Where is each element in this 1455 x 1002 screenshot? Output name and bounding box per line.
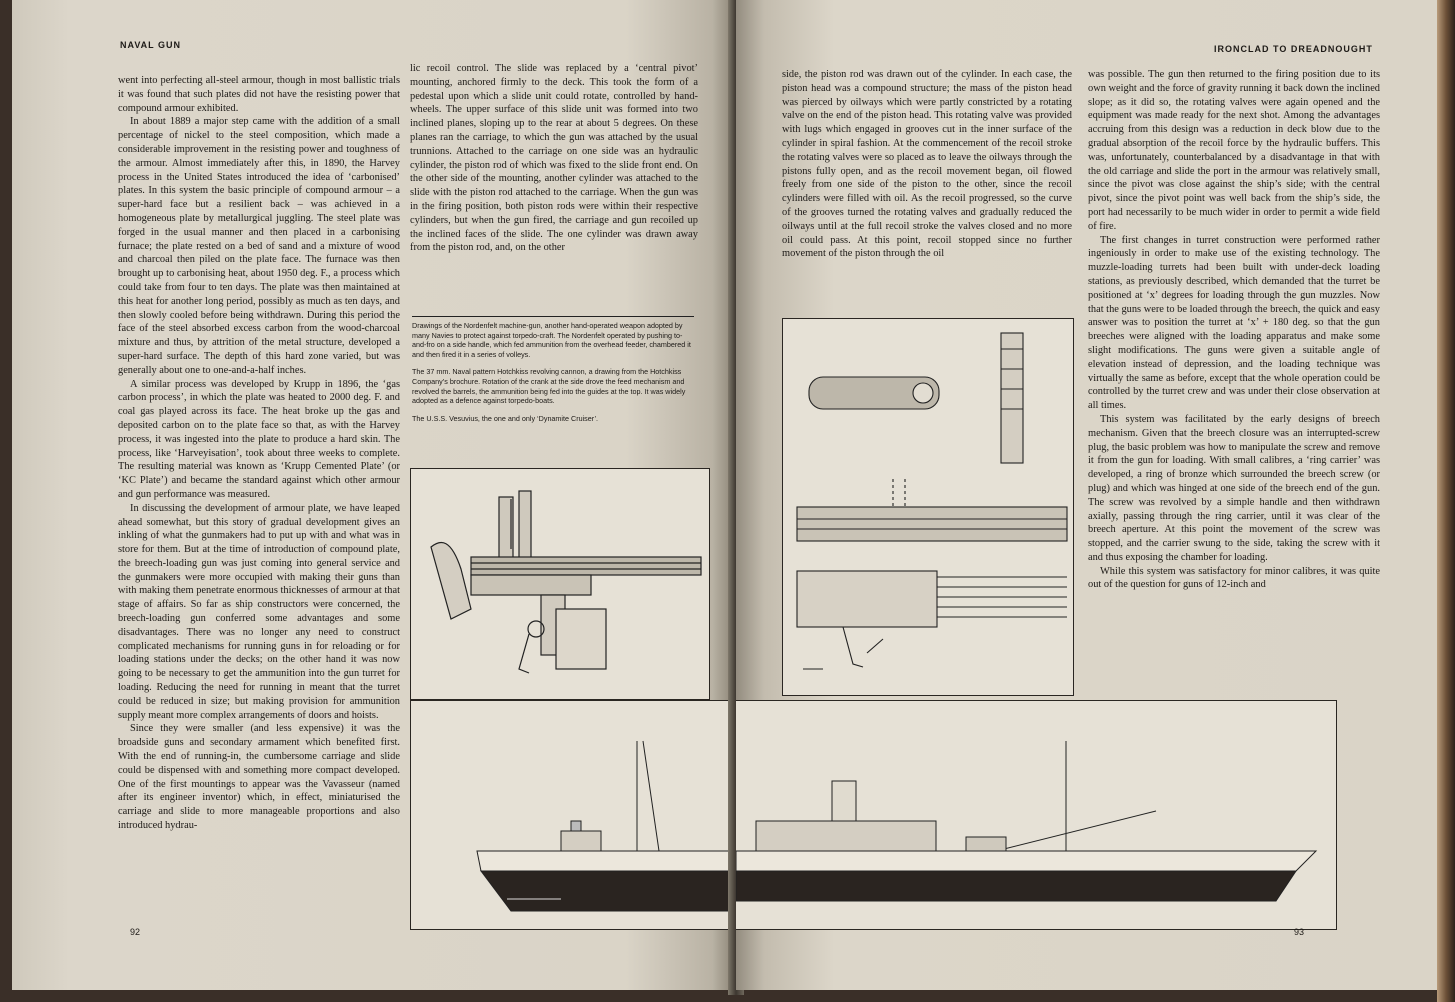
right-page bbox=[736, 0, 1438, 990]
paragraph: The first changes in turret construction were performed rather ingeniously in order to make use of the existing technology. The muzzle-loading turrets had been built with under-deck loading stations, as previously described, which demanded that the turret be positioned at ‘x’ degrees for loading through the gun muzzles. Now that the guns were to be loaded through the breech, the quick and easy answer was to position the turret at ‘x’ + 180 deg. so that the gun breeches were aligned with the loading apparatus and make some slight modifications. The guns were given a suitable angle of elevation instead of depression, and the loading technique was virtually the same as before, except that the whole operation could be controlled by the turret crew and was under their close observation at all times. bbox=[1088, 234, 1380, 412]
paragraph: lic recoil control. The slide was replaced by a ‘central pivot’ mounting, anchored firmly to the deck. This took the form of a pedestal upon which a slide unit could rotate, controlled by hand-wheels. The upper surface of this slide unit was formed into two inclined planes, sloping up to the rear at about 5 degrees. On these planes ran the carriage, to which the gun was attached by the usual trunnions. Attached to the carriage on one side was an hydraulic cylinder, the piston rod of which was fixed to the slide front end. On the other side of the mounting, another cylinder was attached to the slide with the piston rod attached to the carriage. When the gun was in the firing position, both piston rods were within their respective cylinders, but when the gun fired, the carriage and gun recoiled up the inclined faces of the slide. The one cylinder was drawn away from the piston rod, and, on the other bbox=[410, 63, 698, 254]
ship-profile-drawing-icon bbox=[736, 701, 1336, 929]
paragraph: Since they were smaller (and less expensive) it was the broadside guns and secondary armament which benefited first. With the end of running-in, the cumbersome carriage and slide could be dispensed with and something more compact developed. One of the first mountings to appear was the Vavasseur (named after its engineer inventor) which, in effect, miniaturised the carriage and slide to more manageable proportions and also introduced hydrau- bbox=[118, 723, 400, 832]
book-edge bbox=[1437, 0, 1455, 1002]
paragraph: This system was facilitated by the early designs of breech mechanism. Given that the breech closure was an interrupted-screw plug, the basic problem was how to manipulate the screw and remove it from the gun for loading. With small calibres, a ‘ring carrier’ was developed, a ring of bronze which surrounded the breech screw (or plug) and which was hinged at one side of the breech end of the gun. The screw was revolved by a simple handle and then withdrawn axially, passing through the ring carrier, until it was clear of the breech aperture. At this point the movement of the screw was stopped, and the carrier swung to the side, taking the screw with it and thus exposing the chamber for loading. bbox=[1088, 413, 1380, 563]
left-column-2 bbox=[410, 62, 698, 255]
running-head-right: IRONCLAD TO DREADNOUGHT bbox=[1214, 44, 1373, 54]
left-column-1 bbox=[118, 74, 400, 833]
revolving-cannon-drawing-icon bbox=[783, 319, 1073, 695]
nordenfelt-figure bbox=[410, 468, 710, 700]
machine-gun-drawing-icon bbox=[411, 469, 709, 699]
vesuvius-figure-left bbox=[410, 700, 734, 930]
left-page bbox=[12, 0, 734, 990]
paragraph: In discussing the development of armour plate, we have leaped ahead somewhat, but this story of gradual development gives an inkling of what the gunmakers had to put up with and what was in store for them. But at the time of introduction of compound plate, the breech-loading gun was just coming into general service and the gunmakers were more occupied with making their guns than with making them penetrate enormous thicknesses of armour at that stage of affairs. So far as ship constructors were concerned, the breech-loading gun conferred some advantages and some disadvantages. There was no longer any need to construct complicated mechanisms for running guns in for reloading or for loading stations under the decks; on the other hand it was now going to be necessary to get the ammunition into the gun turret for loading. Reducing the need for running in meant that the turret could be reduced in size; but making provision for ammunition supply meant more complex arrangements of doors and hoists. bbox=[118, 502, 400, 721]
vesuvius-figure-right bbox=[736, 700, 1337, 930]
paragraph: side, the piston rod was drawn out of the cylinder. In each case, the piston head was a compound structure; the mass of the piston head was pierced by oilways which were partly constricted by a rotating valve on the end of the piston head. This rotating valve was provided with lugs which engaged in grooves cut in the inner surface of the cylinder in spiral fashion. At the commencement of the recoil stroke the rotating valves were so placed as to leave the oilways through the pistons fully open, and as the recoil movement began, oil flowed freely from one side of the piston to the other, since the recoil cylinders were filled with oil. As the recoil progressed, so the curve of the grooves turned the rotating valves and gradually reduced the oilways until at the full recoil stroke the valves closed and no more oil could pass. At this point, recoil stopped since no further movement of the piston through the oil bbox=[782, 69, 1072, 260]
paragraph: In about 1889 a major step came with the addition of a small percentage of nickel to the steel composition, which made a considerable improvement in the resisting power and toughness of the armour. Almost immediately after this, in 1890, the Harvey process in the United States introduced the idea of ‘carbonised’ plates. In this system the basic principle of compound armour – a super-hard face but a resilient back – was achieved in a homogeneous plate by metallurgical juggling. The steel plate was forged in the usual manner and then placed in a carbonising furnace; the plate rested on a bed of sand and a mixture of wood and charcoal then piled on the plate face. The furnace was then brought up to carbonising heat, about 1950 deg. F., a process which could take from four to ten days. The plate was then maintained at this heat for another long period, possibly as much as ten days, and then slowly cooled before being withdrawn. During this period the face of the steel absorbed excess carbon from the wood-charcoal mixture and thus, by attrition of the metal structure, developed a super-hard surface. The depth of this hard zone varied, but was generally about one to one-and-a-half inches. bbox=[118, 116, 400, 376]
running-head-left: NAVAL GUN bbox=[120, 40, 182, 50]
paragraph: A similar process was developed by Krupp in 1896, the ‘gas carbon process’, in which the plate was heated to 2000 deg. F. and coal gas played across its face. The heat broke up the gas and deposited carbon on to the plate face so that, as with the Harvey process, it was ingested into the plate to produce a hard skin. The process, like ‘Harveyisation’, took about three weeks to complete. The resulting material was known as ‘Krupp Cemented Plate’ (or ‘KC Plate’) and became the standard against which other armour and gun performance was measured. bbox=[118, 378, 400, 500]
right-column-1 bbox=[782, 68, 1072, 261]
caption-hotchkiss: The 37 mm. Naval pattern Hotchkiss revolving cannon, a drawing from the Hotchkiss Company’s brochure. Rotation of the crank at the side drove the feed mechanism and revolved the barrels, the ammunition being fed into the guides at the top. It was widely adopted as a defence against torpedo-boats. bbox=[412, 367, 686, 406]
hotchkiss-figure bbox=[782, 318, 1074, 696]
ship-profile-drawing-icon bbox=[411, 701, 734, 929]
paragraph: went into perfecting all-steel armour, though in most ballistic trials it was found that such plates did not have the resisting power that compound armour exhibited. bbox=[118, 75, 400, 114]
paragraph: was possible. The gun then returned to the firing position due to its own weight and the force of gravity running it back down the inclined slope; as it did so, the rotating valves were again opened and the equipment was made ready for the next shot. Among the advantages accruing from this design was a reduction in deck blow due to the gradual absorption of the recoil force by the hydraulic buffers. This was, unfortunately, counterbalanced by a disadvantage in that with the old carriage and slide the port in the armour was relatively small, since the pivot was close against the ship’s side; with the central pivot, since the pivot point was well back from the ship’s side, the port had necessarily to be much wider in order to permit a wide field of fire. bbox=[1088, 69, 1380, 232]
figure-captions bbox=[412, 316, 694, 431]
folio-right: 93 bbox=[1294, 927, 1305, 937]
right-column-2 bbox=[1088, 68, 1380, 592]
caption-vesuvius: The U.S.S. Vesuvius, the one and only ‘Dynamite Cruiser’. bbox=[412, 413, 599, 423]
caption-nordenfelt: Drawings of the Nordenfelt machine-gun, another hand-operated weapon adopted by many Navies to protect against torpedo-craft. The Nordenfelt operated by pushing to-and-fro on a side handle, which fed ammunition from the overhead feeder, chambered it and then fired it in a series of volleys. bbox=[412, 321, 691, 359]
folio-left: 92 bbox=[130, 927, 141, 937]
paragraph: While this system was satisfactory for minor calibres, it was quite out of the question for guns of 12-inch and bbox=[1088, 565, 1380, 591]
